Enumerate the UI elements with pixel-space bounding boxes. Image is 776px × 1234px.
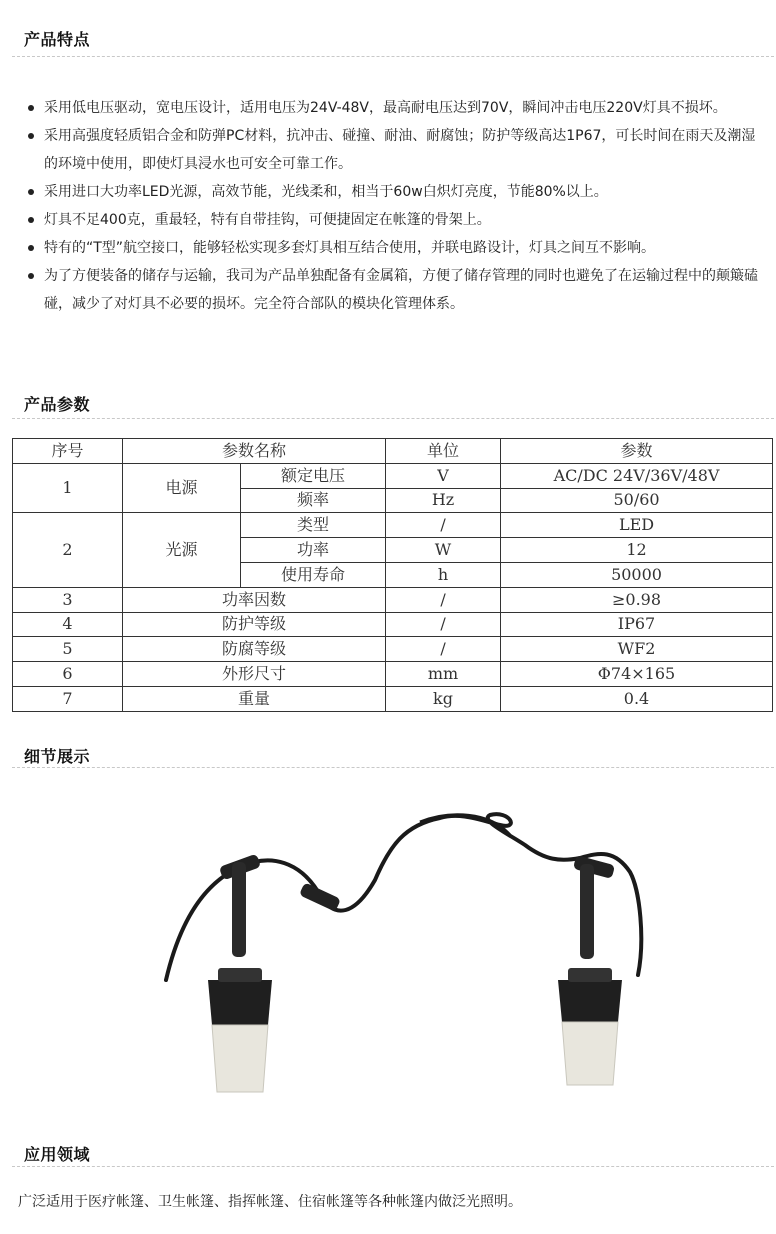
features-list xyxy=(24,94,766,318)
params-table xyxy=(12,438,773,712)
cable-drop-right xyxy=(580,864,594,959)
connector-mid xyxy=(299,882,341,912)
row-name: 功率因数 xyxy=(123,587,386,612)
row-value: Φ74×165 xyxy=(501,662,773,687)
section-divider xyxy=(12,418,774,419)
row-name: 使用寿命 xyxy=(241,562,386,587)
application-text: 广泛适用于医疗帐篷、卫生帐篷、指挥帐篷、住宿帐篷等各种帐篷内做泛光照明。 xyxy=(18,1194,522,1210)
bullet-icon xyxy=(28,273,34,279)
table-row xyxy=(13,637,773,662)
bullet-icon xyxy=(28,105,34,111)
section-divider xyxy=(12,767,774,768)
section-divider xyxy=(12,56,774,57)
list-item: 特有的“T型”航空接口，能够轻松实现多套灯具相互结合使用，并联电路设计，灯具之间互不影响。 xyxy=(24,234,766,262)
row-name: 类型 xyxy=(241,513,386,538)
header-no: 序号 xyxy=(13,439,123,464)
lamp-diffuser-left xyxy=(212,1025,268,1092)
header-unit: 单位 xyxy=(386,439,501,464)
row-no: 5 xyxy=(13,637,123,662)
row-name: 外形尺寸 xyxy=(123,662,386,687)
row-group: 电源 xyxy=(123,463,241,513)
list-item: 采用高强度轻质铝合金和防弹PC材料，抗冲击、碰撞、耐油、耐腐蚀；防护等级高达1P67，可长时间在雨天及潮湿的环境中使用，即使灯具浸水也可安全可靠工作。 xyxy=(24,122,766,178)
row-unit: h xyxy=(386,562,501,587)
table-header-row xyxy=(13,439,773,464)
bullet-icon xyxy=(28,189,34,195)
params-title: 产品参数 xyxy=(24,395,91,414)
lamp-head-right xyxy=(558,980,622,1022)
table-row xyxy=(13,463,773,488)
row-unit: W xyxy=(386,538,501,563)
row-value: 0.4 xyxy=(501,686,773,711)
detail-title: 细节展示 xyxy=(24,747,91,766)
row-unit: mm xyxy=(386,662,501,687)
table-row xyxy=(13,662,773,687)
row-name: 重量 xyxy=(123,686,386,711)
row-unit: V xyxy=(386,463,501,488)
row-value: AC/DC 24V/36V/48V xyxy=(501,463,773,488)
lamp-head-left xyxy=(208,980,272,1025)
row-no: 6 xyxy=(13,662,123,687)
row-value: 12 xyxy=(501,538,773,563)
row-value: IP67 xyxy=(501,612,773,637)
row-no: 2 xyxy=(13,513,123,587)
bullet-icon xyxy=(28,245,34,251)
row-unit: / xyxy=(386,587,501,612)
row-unit: / xyxy=(386,612,501,637)
list-item: 采用进口大功率LED光源，高效节能，光线柔和，相当于60w白炽灯亮度，节能80%以上。 xyxy=(24,178,766,206)
list-item: 灯具不足400克，重最轻，特有自带挂钩，可便捷固定在帐篷的骨架上。 xyxy=(24,206,766,234)
header-name: 参数名称 xyxy=(123,439,386,464)
table-row xyxy=(13,587,773,612)
list-item: 为了方便装备的储存与运输，我司为产品单独配备有金属箱，方便了储存管理的同时也避免了在运输过程中的颠簸磕碰，减少了对灯具不必要的损坏。完全符合部队的模块化管理体系。 xyxy=(24,262,766,318)
row-value: LED xyxy=(501,513,773,538)
row-no: 3 xyxy=(13,587,123,612)
cable-drop-left xyxy=(232,862,246,957)
row-group: 光源 xyxy=(123,513,241,587)
table-row xyxy=(13,612,773,637)
bullet-icon xyxy=(28,133,34,139)
list-item: 采用低电压驱动，宽电压设计，适用电压为24V-48V，最高耐电压达到70V，瞬间冲击电压220V灯具不损坏。 xyxy=(24,94,766,122)
row-value: 50000 xyxy=(501,562,773,587)
section-divider xyxy=(12,1166,774,1167)
row-name: 防腐等级 xyxy=(123,637,386,662)
row-unit: / xyxy=(386,637,501,662)
features-title: 产品特点 xyxy=(24,30,91,49)
row-unit: kg xyxy=(386,686,501,711)
application-title: 应用领域 xyxy=(24,1145,91,1164)
lamp-cap-left xyxy=(218,968,262,982)
row-value: ≥0.98 xyxy=(501,587,773,612)
table-row xyxy=(13,513,773,538)
lamp-cap-right xyxy=(568,968,612,982)
row-no: 4 xyxy=(13,612,123,637)
bullet-icon xyxy=(28,217,34,223)
lamp-diffuser-right xyxy=(562,1022,618,1085)
row-no: 7 xyxy=(13,686,123,711)
table-row xyxy=(13,686,773,711)
row-value: 50/60 xyxy=(501,488,773,513)
row-unit: / xyxy=(386,513,501,538)
row-name: 防护等级 xyxy=(123,612,386,637)
row-unit: Hz xyxy=(386,488,501,513)
row-name: 频率 xyxy=(241,488,386,513)
row-no: 1 xyxy=(13,463,123,513)
row-name: 额定电压 xyxy=(241,463,386,488)
product-photo xyxy=(160,800,660,1100)
row-value: WF2 xyxy=(501,637,773,662)
row-name: 功率 xyxy=(241,538,386,563)
header-value: 参数 xyxy=(501,439,773,464)
